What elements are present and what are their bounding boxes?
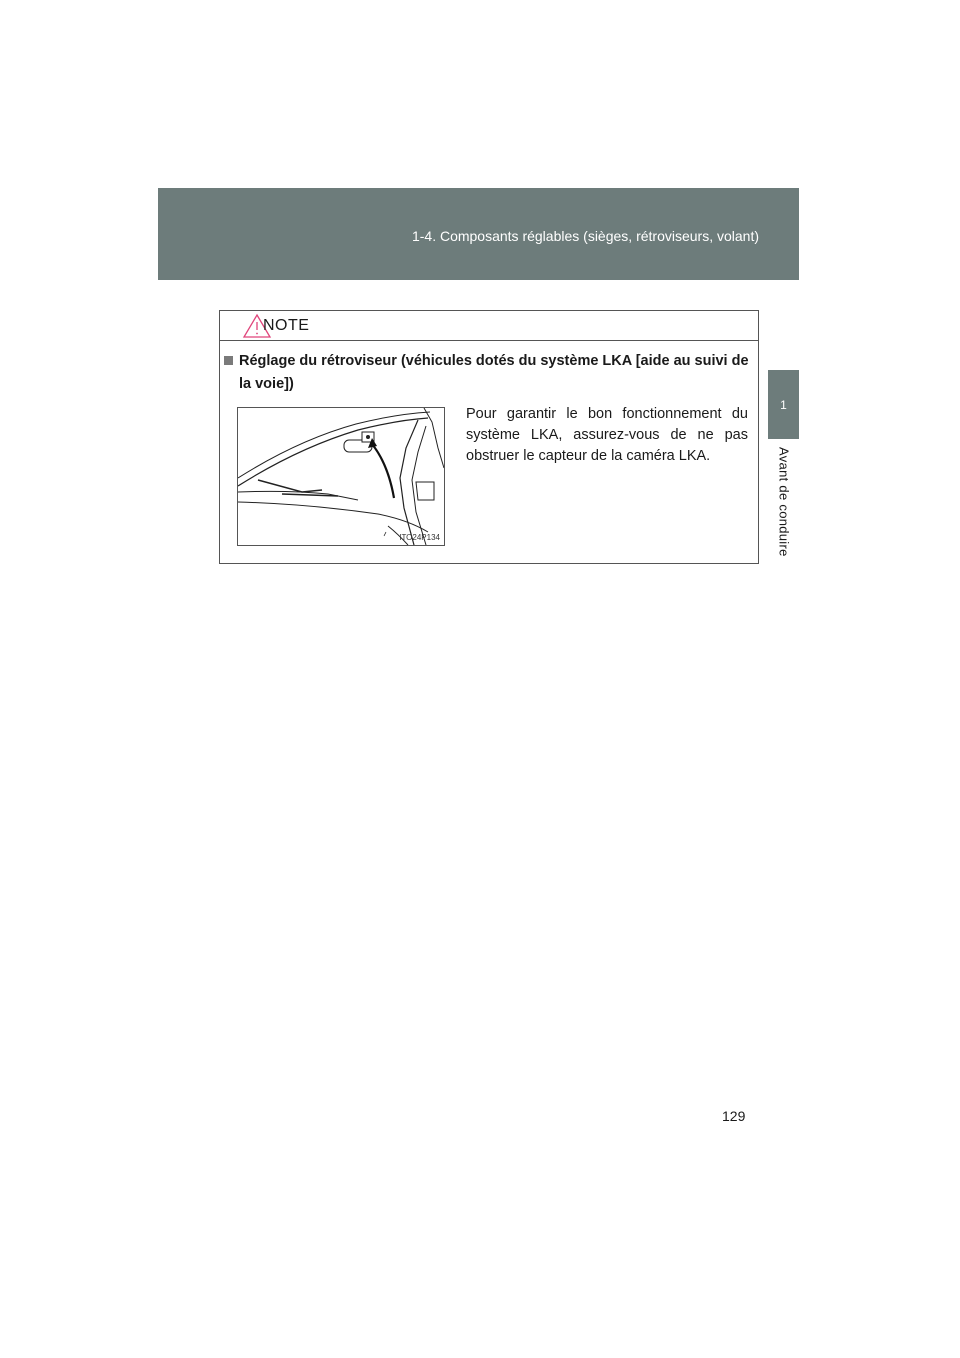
chapter-label: Avant de conduire — [776, 447, 792, 557]
car-windshield-drawing — [238, 408, 444, 545]
chapter-tab — [768, 370, 799, 439]
section-title: 1-4. Composants réglables (sièges, rétroviseurs, volant) — [411, 228, 759, 244]
figure-code: ITO24P134 — [399, 533, 440, 542]
note-heading-text: Réglage du rétroviseur (véhicules dotés du système LKA [aide au suivi de la voie]) — [239, 353, 749, 392]
note-box — [219, 310, 759, 564]
square-bullet-icon — [224, 356, 233, 365]
note-heading — [224, 350, 754, 396]
note-body: Pour garantir le bon fonctionnement du système LKA, assurez-vous de ne pas obstruer le capteur de la caméra LKA. — [466, 406, 748, 464]
header-band — [158, 188, 799, 280]
windshield-camera-illustration — [237, 407, 445, 546]
note-header — [220, 311, 758, 341]
note-label: NOTE — [263, 317, 310, 334]
page-number: 129 — [722, 1108, 746, 1124]
chapter-number: 1 — [780, 397, 787, 412]
